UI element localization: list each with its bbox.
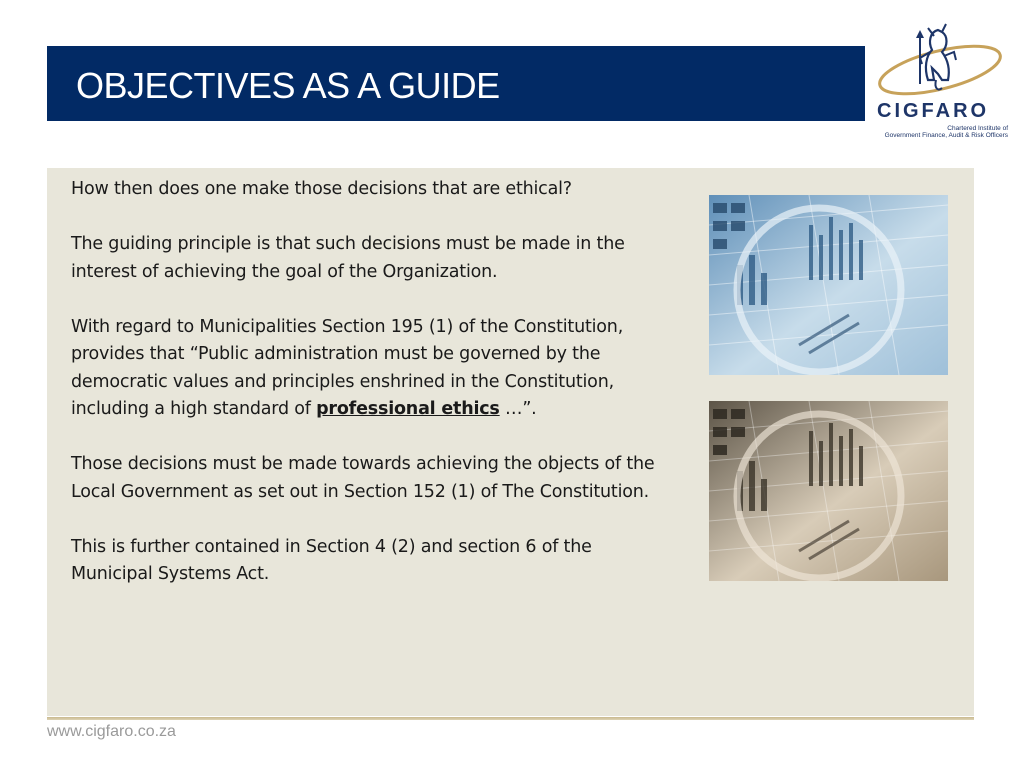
paragraph-2: The guiding principle is that such decisions must be made in the interest of achieving the goal of the Organization. (71, 234, 625, 282)
footer-divider (47, 717, 974, 720)
finance-photo-sepia (709, 401, 948, 581)
logo-subtitle (878, 125, 1008, 140)
footer-website-link[interactable]: www.cigfaro.co.za (47, 723, 176, 740)
slide-title: OBJECTIVES AS A GUIDE (76, 65, 500, 106)
paragraph-3-end: …”. (499, 399, 537, 419)
paragraph-4: Those decisions must be made towards achieving the objects of the Local Government as set out in Section 152 (1) of The Constitution. (71, 454, 655, 502)
paragraph-3-text: With regard to Municipalities Section 195 (1) of the Constitution, provides that “Public administration must be governed by the democratic values and principles enshrined in the Constitution, including a high standard of (71, 316, 624, 419)
crest-icon (872, 22, 1008, 102)
paragraph-1: How then does one make those decisions that are ethical? (71, 179, 572, 199)
logo-subtitle-line2: Government Finance, Audit & Risk Officers (884, 132, 1008, 140)
finance-photo-blue (709, 195, 948, 375)
cigfaro-logo (872, 22, 1008, 142)
logo-wordmark: CIGFARO (877, 100, 990, 122)
logo-subtitle-line1: Chartered Institute of (947, 125, 1008, 132)
paragraph-5: This is further contained in Section 4 (2) and section 6 of the Municipal Systems Act. (71, 536, 592, 584)
keyword-professional-ethics: professional ethics (316, 399, 500, 419)
title-bar (47, 46, 865, 121)
paragraph-3 (71, 314, 671, 424)
body-text (71, 176, 671, 616)
